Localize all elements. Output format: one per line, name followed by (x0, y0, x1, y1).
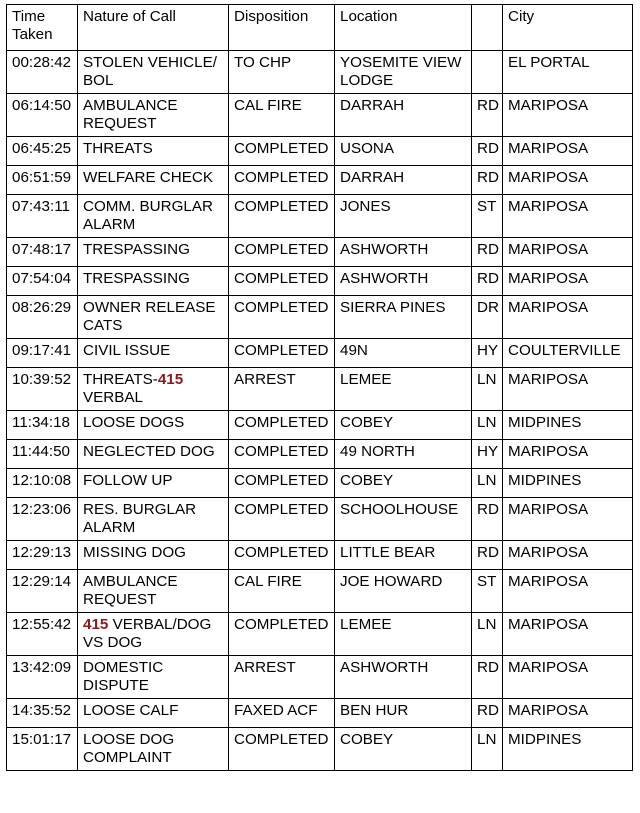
cell-disposition: ARREST (229, 656, 335, 699)
cell-city: MARIPOSA (503, 368, 633, 411)
cell-location: 49N (335, 339, 472, 368)
cell-city: MARIPOSA (503, 613, 633, 656)
cell-disposition: CAL FIRE (229, 94, 335, 137)
cell-suffix (472, 51, 503, 94)
cell-disposition: COMPLETED (229, 469, 335, 498)
cell-city: MARIPOSA (503, 656, 633, 699)
cell-city: MARIPOSA (503, 195, 633, 238)
cell-suffix: DR (472, 296, 503, 339)
nature-text: THREATS- (83, 371, 158, 388)
cell-disposition: FAXED ACF (229, 699, 335, 728)
table-row (7, 570, 633, 613)
cell-city: MARIPOSA (503, 137, 633, 166)
cell-location: ASHWORTH (335, 238, 472, 267)
cell-disposition: COMPLETED (229, 238, 335, 267)
nature-text: WELFARE CHECK (83, 169, 213, 186)
table-row (7, 339, 633, 368)
cell-suffix: LN (472, 368, 503, 411)
cell-location: LEMEE (335, 368, 472, 411)
cell-city: MARIPOSA (503, 440, 633, 469)
nature-text: DOMESTIC DISPUTE (83, 659, 164, 694)
cell-location: DARRAH (335, 166, 472, 195)
cell-location: SIERRA PINES (335, 296, 472, 339)
cell-nature (78, 570, 229, 613)
cell-city: MARIPOSA (503, 541, 633, 570)
cell-nature (78, 613, 229, 656)
cell-time: 06:51:59 (7, 166, 78, 195)
nature-text: OWNER RELEASE CATS (83, 299, 216, 334)
cell-city: MARIPOSA (503, 498, 633, 541)
cell-city: MIDPINES (503, 469, 633, 498)
cell-disposition: CAL FIRE (229, 570, 335, 613)
cell-time: 12:29:13 (7, 541, 78, 570)
nature-text: TRESPASSING (83, 241, 190, 258)
cell-nature (78, 296, 229, 339)
table-row (7, 137, 633, 166)
nature-text: NEGLECTED DOG (83, 443, 215, 460)
nature-text: VERBAL/DOG VS DOG (83, 616, 212, 651)
cell-disposition: COMPLETED (229, 137, 335, 166)
cell-nature (78, 339, 229, 368)
cell-nature (78, 498, 229, 541)
table-row (7, 296, 633, 339)
cell-city: COULTERVILLE (503, 339, 633, 368)
cell-suffix: HY (472, 440, 503, 469)
cell-location: YOSEMITE VIEW LODGE (335, 51, 472, 94)
cell-location: JONES (335, 195, 472, 238)
cell-location: 49 NORTH (335, 440, 472, 469)
cell-location: COBEY (335, 411, 472, 440)
cell-disposition: COMPLETED (229, 613, 335, 656)
cell-suffix: ST (472, 570, 503, 613)
cell-suffix: RD (472, 238, 503, 267)
cell-location: SCHOOLHOUSE (335, 498, 472, 541)
cell-location: USONA (335, 137, 472, 166)
cell-disposition: COMPLETED (229, 267, 335, 296)
cell-disposition: COMPLETED (229, 541, 335, 570)
nature-text: CIVIL ISSUE (83, 342, 171, 359)
cell-disposition: ARREST (229, 368, 335, 411)
cell-location: BEN HUR (335, 699, 472, 728)
cell-location: DARRAH (335, 94, 472, 137)
cell-disposition: COMPLETED (229, 440, 335, 469)
cell-disposition: COMPLETED (229, 195, 335, 238)
nature-text: TRESPASSING (83, 270, 190, 287)
cell-suffix: RD (472, 267, 503, 296)
cell-time: 00:28:42 (7, 51, 78, 94)
cell-location: ASHWORTH (335, 656, 472, 699)
cell-suffix: LN (472, 469, 503, 498)
cell-time: 06:14:50 (7, 94, 78, 137)
nature-text: THREATS (83, 140, 153, 157)
penal-code: 415 (83, 616, 109, 633)
table-row (7, 166, 633, 195)
cell-nature (78, 94, 229, 137)
cell-suffix: RD (472, 498, 503, 541)
table-row (7, 368, 633, 411)
cell-time: 12:10:08 (7, 469, 78, 498)
cell-city: MARIPOSA (503, 267, 633, 296)
cell-nature (78, 166, 229, 195)
cell-suffix: RD (472, 656, 503, 699)
nature-text: FOLLOW UP (83, 472, 173, 489)
cell-nature (78, 368, 229, 411)
cell-time: 07:48:17 (7, 238, 78, 267)
cell-city: MARIPOSA (503, 296, 633, 339)
cell-city: MARIPOSA (503, 570, 633, 613)
cell-time: 11:44:50 (7, 440, 78, 469)
cell-location: COBEY (335, 469, 472, 498)
nature-text: AMBULANCE REQUEST (83, 573, 178, 608)
cell-city: MIDPINES (503, 411, 633, 440)
nature-text: COMM. BURGLAR ALARM (83, 198, 213, 233)
nature-text: AMBULANCE REQUEST (83, 97, 178, 132)
table-row (7, 267, 633, 296)
cell-city: EL PORTAL (503, 51, 633, 94)
nature-text: VERBAL (83, 389, 143, 406)
header-city: City (503, 5, 633, 51)
cell-location: LEMEE (335, 613, 472, 656)
table-row (7, 469, 633, 498)
cell-suffix: RD (472, 166, 503, 195)
nature-text: LOOSE DOGS (83, 414, 185, 431)
cell-nature (78, 411, 229, 440)
cell-disposition: COMPLETED (229, 166, 335, 195)
cell-nature (78, 51, 229, 94)
header-location: Location (335, 5, 472, 51)
nature-text: LOOSE DOG COMPLAINT (83, 731, 175, 766)
cell-disposition: COMPLETED (229, 296, 335, 339)
cell-time: 14:35:52 (7, 699, 78, 728)
table-row (7, 656, 633, 699)
table-row (7, 238, 633, 267)
cell-nature (78, 440, 229, 469)
table-row (7, 541, 633, 570)
cell-location: COBEY (335, 728, 472, 771)
cell-disposition: COMPLETED (229, 498, 335, 541)
cell-time: 12:29:14 (7, 570, 78, 613)
table-row (7, 699, 633, 728)
cell-suffix: LN (472, 613, 503, 656)
cell-time: 07:54:04 (7, 267, 78, 296)
cell-suffix: HY (472, 339, 503, 368)
header-nature: Nature of Call (78, 5, 229, 51)
cell-time: 07:43:11 (7, 195, 78, 238)
table-row (7, 195, 633, 238)
table-row (7, 498, 633, 541)
cell-time: 10:39:52 (7, 368, 78, 411)
cell-time: 08:26:29 (7, 296, 78, 339)
cell-suffix: RD (472, 137, 503, 166)
cell-time: 11:34:18 (7, 411, 78, 440)
cell-suffix: ST (472, 195, 503, 238)
cell-suffix: RD (472, 94, 503, 137)
cell-time: 13:42:09 (7, 656, 78, 699)
cell-disposition: COMPLETED (229, 339, 335, 368)
nature-text: STOLEN VEHICLE/ BOL (83, 54, 217, 89)
cell-nature (78, 238, 229, 267)
cell-suffix: LN (472, 411, 503, 440)
table-row (7, 728, 633, 771)
cell-time: 12:23:06 (7, 498, 78, 541)
cell-city: MARIPOSA (503, 166, 633, 195)
table-row (7, 613, 633, 656)
table-body (7, 51, 633, 771)
cell-city: MARIPOSA (503, 699, 633, 728)
header-row (7, 5, 633, 51)
cell-nature (78, 541, 229, 570)
nature-text: LOOSE CALF (83, 702, 179, 719)
header-time: Time Taken (7, 5, 78, 51)
cell-nature (78, 137, 229, 166)
cell-suffix: RD (472, 699, 503, 728)
cell-nature (78, 267, 229, 296)
call-log-table (6, 4, 633, 771)
cell-time: 12:55:42 (7, 613, 78, 656)
table-row (7, 411, 633, 440)
header-disposition: Disposition (229, 5, 335, 51)
cell-disposition: COMPLETED (229, 728, 335, 771)
cell-disposition: TO CHP (229, 51, 335, 94)
nature-text: MISSING DOG (83, 544, 186, 561)
cell-suffix: RD (472, 541, 503, 570)
cell-nature (78, 728, 229, 771)
cell-disposition: COMPLETED (229, 411, 335, 440)
cell-time: 06:45:25 (7, 137, 78, 166)
cell-time: 15:01:17 (7, 728, 78, 771)
cell-nature (78, 195, 229, 238)
cell-location: ASHWORTH (335, 267, 472, 296)
cell-nature (78, 699, 229, 728)
cell-city: MIDPINES (503, 728, 633, 771)
cell-nature (78, 656, 229, 699)
cell-city: MARIPOSA (503, 238, 633, 267)
cell-city: MARIPOSA (503, 94, 633, 137)
cell-time: 09:17:41 (7, 339, 78, 368)
table-row (7, 440, 633, 469)
cell-nature (78, 469, 229, 498)
nature-text: RES. BURGLAR ALARM (83, 501, 197, 536)
penal-code: 415 (157, 371, 184, 388)
header-suffix (472, 5, 503, 51)
table-row (7, 94, 633, 137)
cell-location: JOE HOWARD (335, 570, 472, 613)
cell-suffix: LN (472, 728, 503, 771)
table-row (7, 51, 633, 94)
cell-location: LITTLE BEAR (335, 541, 472, 570)
